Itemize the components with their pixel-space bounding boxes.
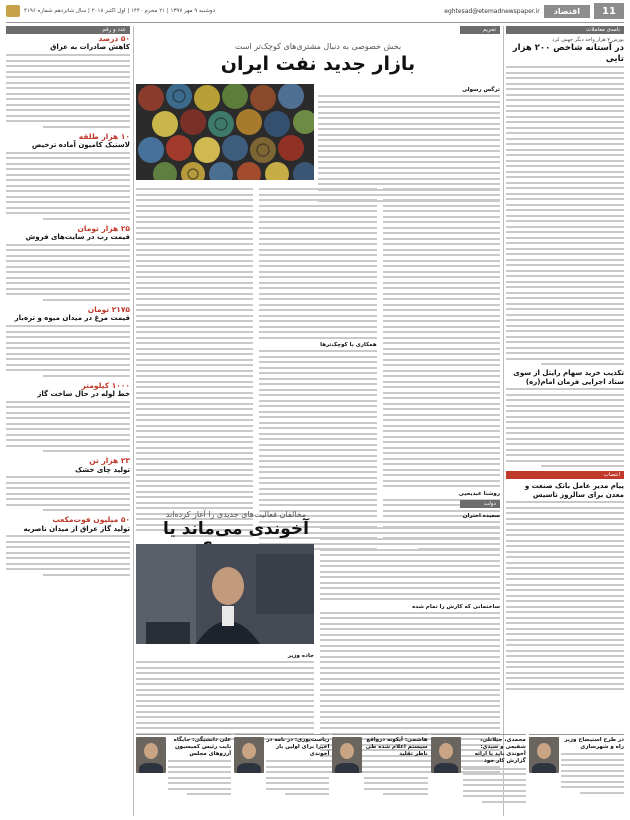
left-item-7-title: تولید گاز عراق از میدان ناصریه [23,524,130,533]
left-item-5 [6,381,130,453]
left-item-6 [6,456,130,511]
middle-column [136,26,500,816]
mid-title: بازار جدید نفت ایران [220,53,416,75]
strip-portrait-3 [332,737,362,773]
mid-byline: ترگس رسولی [461,87,500,93]
left-item-4 [6,305,130,377]
newspaper-brand [6,5,20,17]
strip-item-4 [234,734,329,816]
left-item-6-headline: ۲۳ هزار تن [89,456,130,466]
left-item-4-headline: ۲۱۷۵ تومان [87,304,130,314]
header-left-group [444,3,624,19]
left-item-4-title: قیمت مرغ در میدان میوه و تره‌بار [14,314,130,323]
right-subheadline-2: پیام مدیر عامل بانک صنعت و معدن برای سالروز تاسیس [524,481,624,499]
oil-barrels-photo [136,84,314,180]
left-item-2-headline: ۱۰ هزار طلقه [78,131,130,141]
mid-kicker: بخش خصوصی به دنبال مشتری‌های کوچک‌تر است [234,42,402,51]
page-header [0,0,630,22]
left-item-5-title: خط لوله در حال ساخت گاز [37,389,130,398]
right-body-text-2 [506,388,624,467]
mid-sub-1: روشنا عبدیحیی [458,490,500,497]
mid-kicker-2: مخالفان فعالیت‌های جدیدی را آغاز کرده‌اند [165,510,307,519]
right-body-text-1 [506,66,624,365]
mid-sub-2: همکاری با کوچک‌ترها [320,342,377,348]
left-item-7 [6,515,130,576]
section-title: اقتصاد [544,5,590,18]
left-item-1 [6,34,130,128]
strip-item-5-text [168,737,231,816]
strip-portrait-5 [136,737,166,773]
header-rule [6,22,624,23]
strip-portrait-4 [234,737,264,773]
left-item-6-title: تولید چای خشک [75,465,130,474]
strip-item-1-text [561,737,624,816]
mid-body-col-3 [136,186,253,554]
left-item-7-headline: ۵۰ میلیون فوت‌مکعب [52,515,130,525]
strip-portrait-2 [431,737,461,773]
strip-name-2: محمدی، جیلانلی، شفیعی و سیدی: آخوندی باید با ارائه گزارش کار خود [474,737,526,765]
strip-item-2 [431,734,526,816]
minister-photo-graphic [136,544,314,644]
mid-article-body [136,186,500,554]
mid-article2-lower-left [136,650,314,744]
column-divider-right [503,26,504,816]
left-section-label: عدد و رقم [6,26,130,34]
right-kicker: بورس ۷ هزار واحد دیگر جهش کرد [552,37,624,43]
right-headline: در آستانه شاخص ۲۰۰ هزار تایی [512,43,624,64]
mid-section-label: تحریم [460,26,500,34]
column-divider-left [133,26,134,816]
left-item-2 [6,132,130,220]
strip-name-3: هاشمی: آیکونه درواقع سیستم اعلام شده طی ناظر تقلید [365,737,428,758]
right-section-label-2: انتصاب [506,471,624,479]
left-item-2-title: لاستیک کامیون آماده ترخیص [31,141,130,149]
strip-item-1 [529,734,624,816]
mid-byline-2: سعیده اختران [462,513,500,519]
left-column [6,26,130,816]
left-item-3-headline: ۲۵ هزار تومان [77,223,130,233]
mid-title-2: آخوندی می‌ماند یا [163,519,309,539]
mid-body-col-1 [383,186,500,554]
left-item-5-headline: ۱۰۰۰ کیلومتر [81,380,130,390]
strip-item-3 [332,734,427,816]
strip-name-1: در طرح استیضاح وزیر راه و شهرسازی [564,737,624,751]
minister-photo [136,544,314,644]
left-item-1-headline: ۵۰ درصد [98,34,130,43]
left-item-3 [6,224,130,301]
strip-portrait-1 [529,737,559,773]
page-number: 11 [594,3,624,19]
portrait-strip [136,734,624,816]
strip-name-5: علی دانشیگی: جایگاه نایب رئیس کمیسیون آرزوهای مجلس [173,737,232,758]
mid-sub-3: ساختمانی که کارش را تمام شده [412,603,500,610]
newspaper-logo-icon [6,5,20,17]
left-item-1-title: کاهش صادرات به عراق [50,43,130,52]
strip-item-3-text [364,737,427,816]
right-subheadline-1: تکذیب خرید سهام رایتل از سوی ستاد اجرایی فرمان امام(ره) [513,368,624,386]
right-column [506,26,624,816]
issue-line: دوشنبه ۹ مهر ۱۳۹۷ | ۲۱ محرم ۱۴۴۰ | اول اکتبر ۲۰۱۸ | سال شانزدهم شماره ۴۱۹۶ [24,8,216,14]
mid-body-col-2 [259,186,376,554]
header-right-group [6,5,215,17]
strip-name-4: ریاست‌پوری: در نامه در اخیرا برای اولین بار آخوندی [266,737,330,758]
strip-item-4-text [266,737,329,816]
left-item-3-title: قیمت رب در سایت‌های فروش [25,233,130,242]
right-section-label: نامه‌ی معاملات [506,26,624,34]
mid-section-label-2: دولت [460,500,500,508]
section-email[interactable]: eghtesad@etemadnewspaper.ir [444,7,540,15]
mid-sub-4: جاده وزیر [287,653,314,659]
right-body-text-3 [506,501,624,690]
strip-item-5 [136,734,231,816]
strip-item-2-text [463,737,526,816]
